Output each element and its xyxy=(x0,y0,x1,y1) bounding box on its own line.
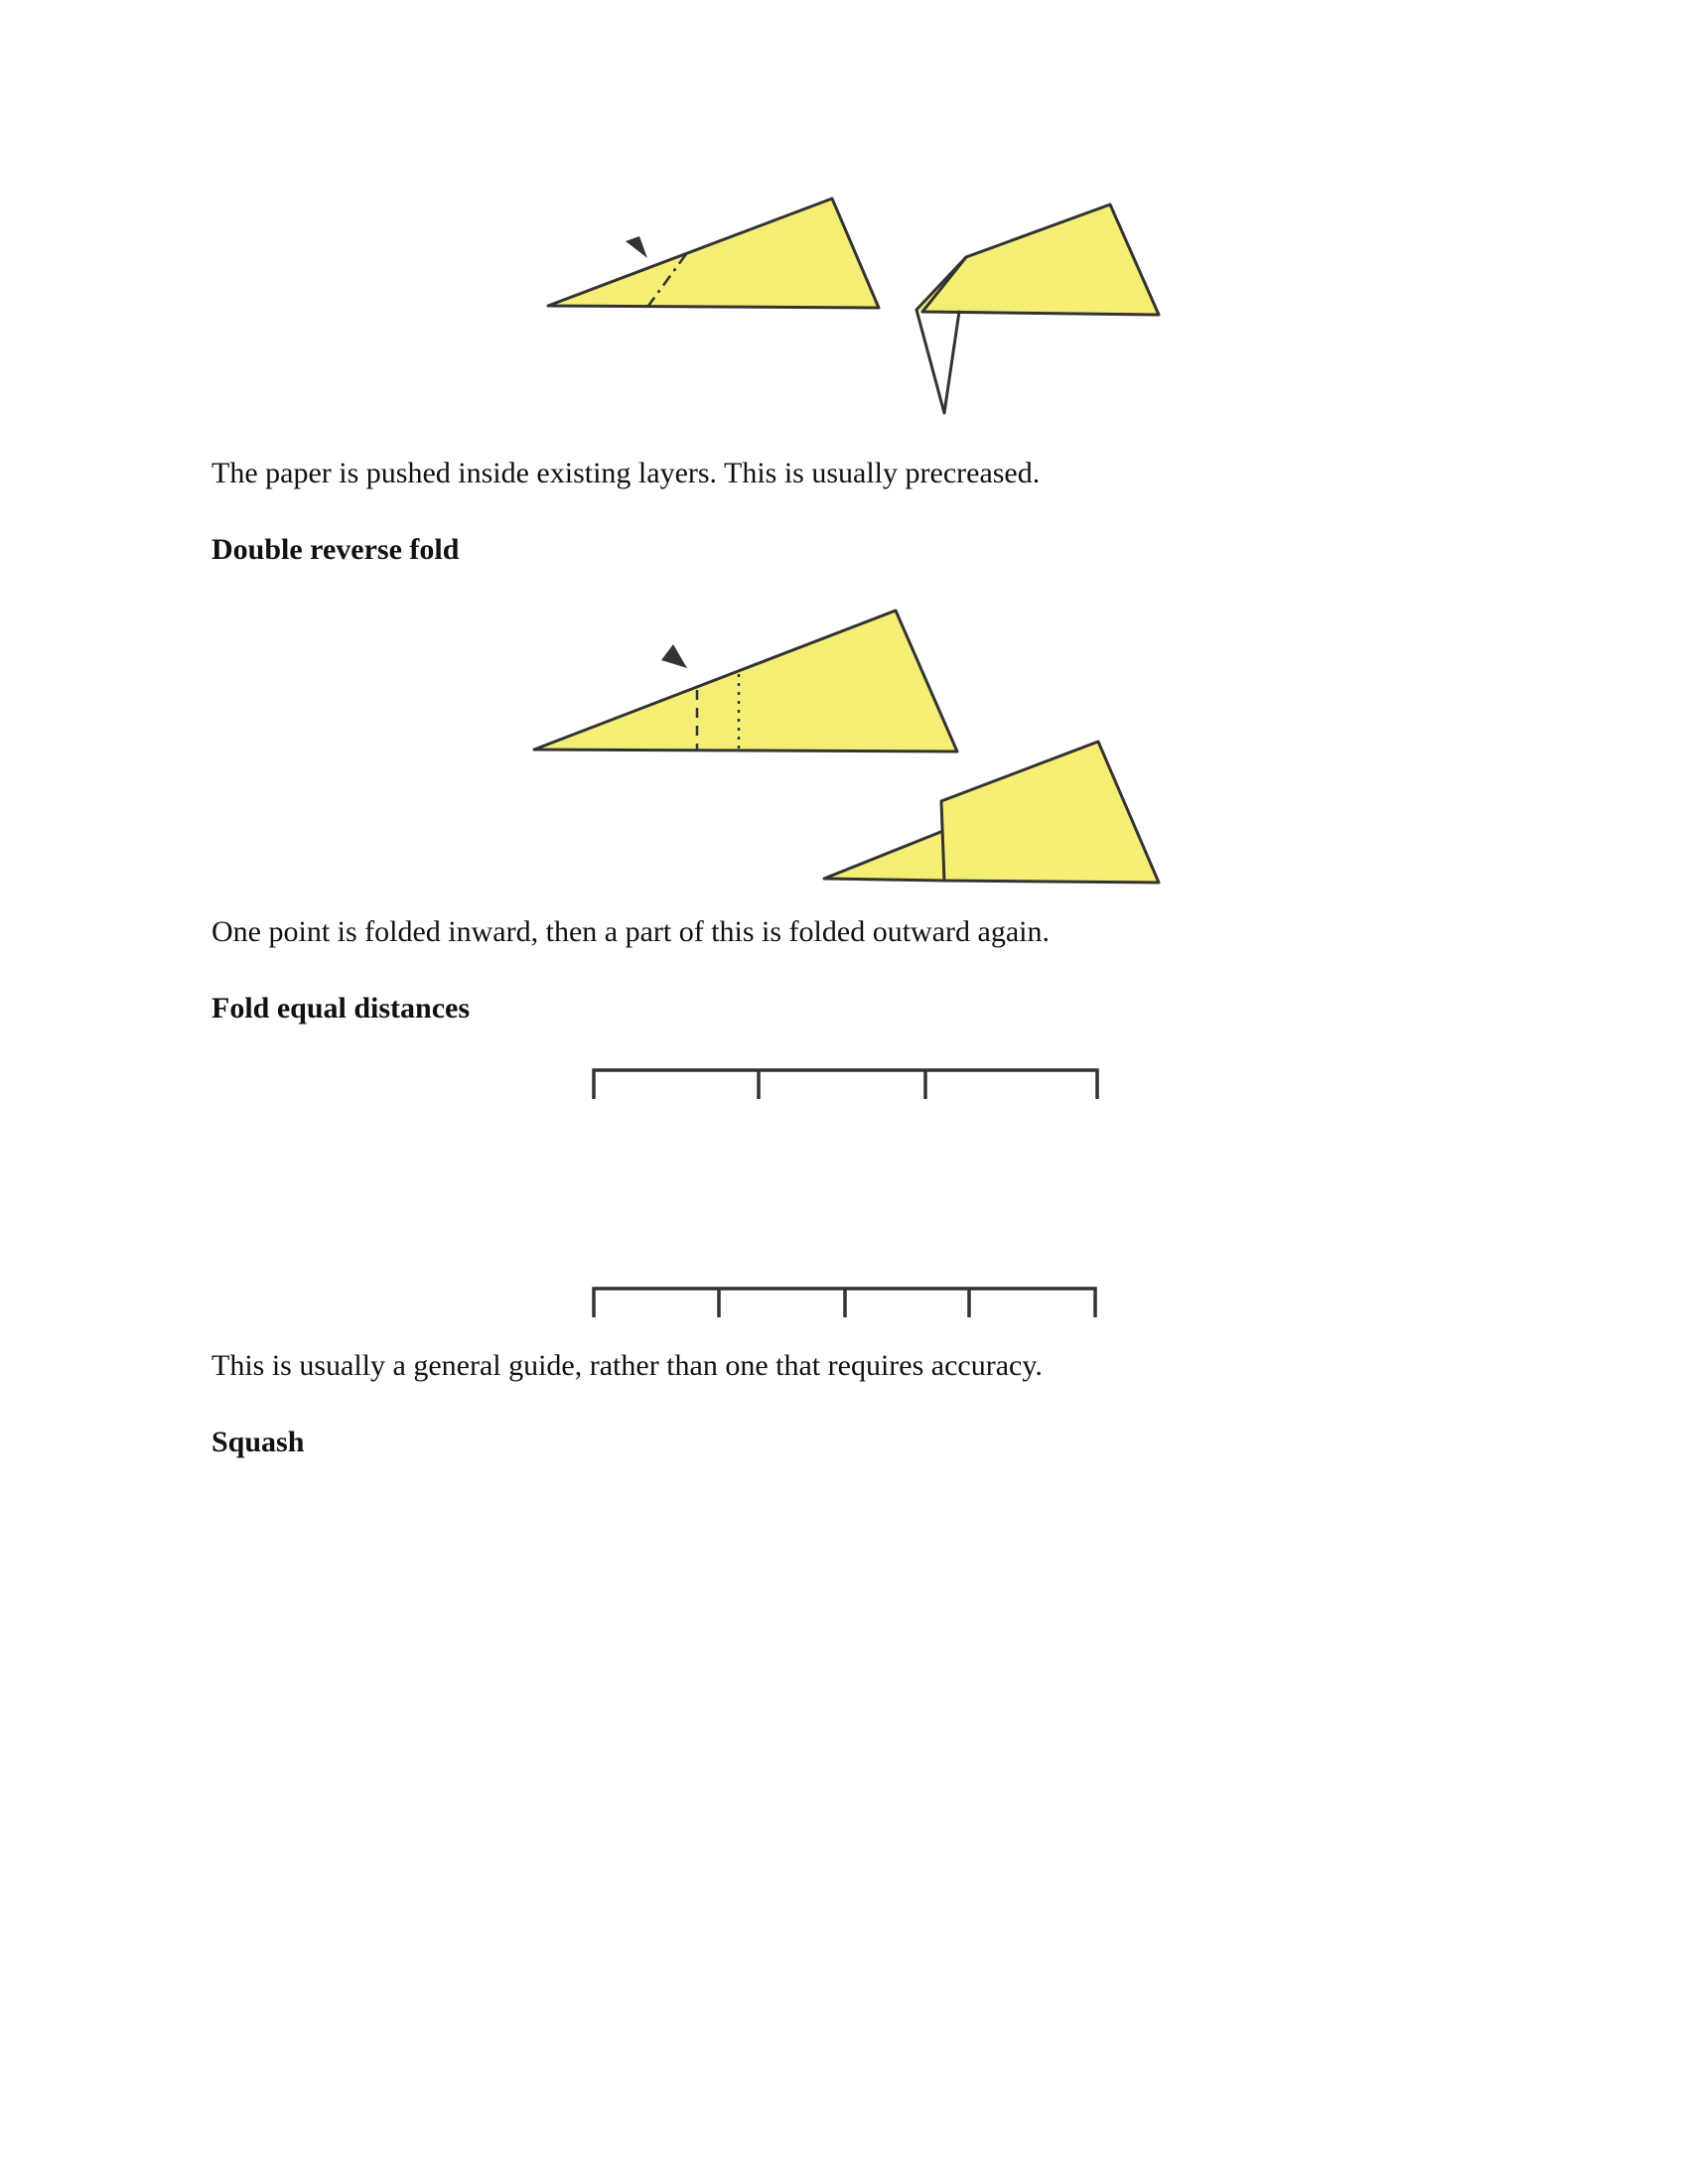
push-arrow-icon xyxy=(626,236,647,258)
double-reverse-after-diagram xyxy=(824,742,1159,883)
double-reverse-fold-figure xyxy=(526,601,1172,888)
squash-heading: Squash xyxy=(211,1426,305,1458)
inside-reverse-fold-figure xyxy=(536,189,1172,422)
inside-reverse-caption: The paper is pushed inside existing layers. This is usually precreased. xyxy=(211,457,1041,489)
push-arrow-icon xyxy=(661,644,687,668)
double-reverse-heading: Double reverse fold xyxy=(211,533,460,566)
three-equal-parts-ruler xyxy=(594,1070,1097,1099)
four-equal-parts-ruler xyxy=(594,1289,1095,1317)
equal-distances-heading: Fold equal distances xyxy=(211,992,471,1024)
double-reverse-caption: One point is folded inward, then a part of this is folded outward again. xyxy=(211,915,1050,948)
double-reverse-before-diagram xyxy=(534,611,957,751)
equal-distances-caption: This is usually a general guide, rather than one that requires accuracy. xyxy=(211,1349,1043,1382)
inside-reverse-after-diagram xyxy=(916,205,1159,413)
inside-reverse-before-diagram xyxy=(548,199,879,308)
equal-distances-figure xyxy=(586,1062,1102,1325)
